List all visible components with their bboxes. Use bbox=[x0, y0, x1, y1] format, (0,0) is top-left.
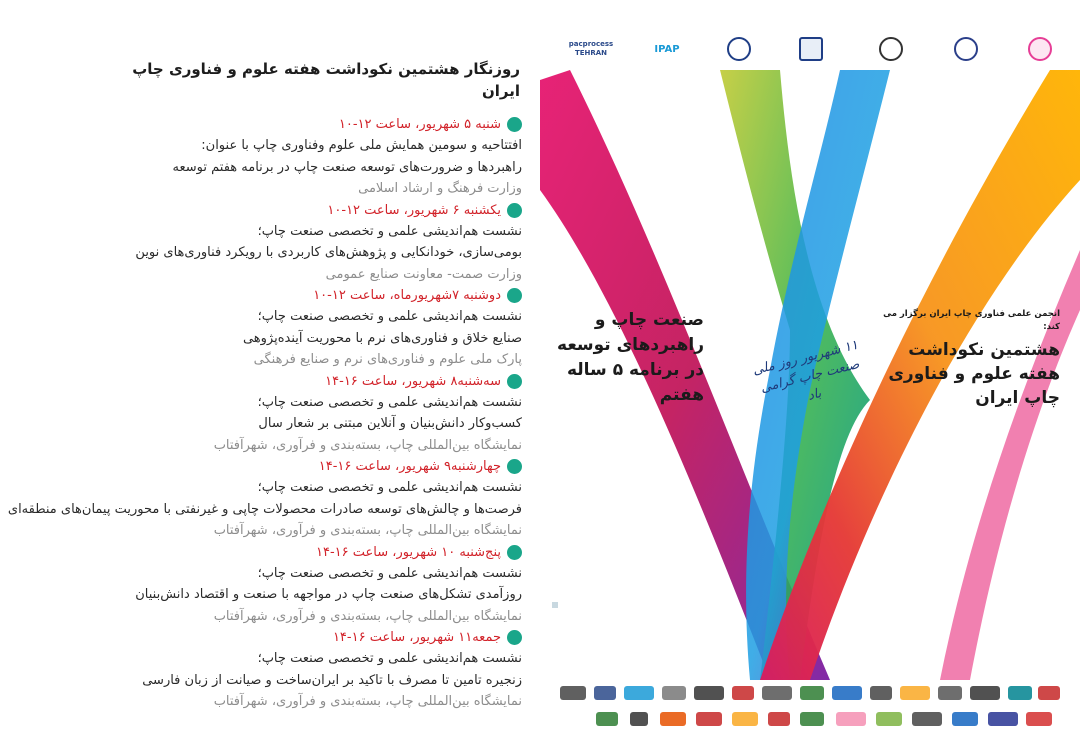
sponsor-logo bbox=[624, 686, 654, 700]
day-header bbox=[96, 200, 522, 221]
sponsor-logo bbox=[952, 712, 978, 726]
host-organization: وزارت فرهنگ و ارشاد اسلامی bbox=[358, 181, 522, 196]
schedule-day bbox=[96, 371, 522, 457]
bullet-icon bbox=[507, 374, 522, 389]
schedule-day bbox=[96, 542, 522, 628]
sponsor-logo bbox=[630, 712, 648, 726]
sponsor-logo bbox=[596, 712, 618, 726]
day-date: یکشنبه ۶ شهریور، ساعت ۱۲-۱۰ bbox=[327, 202, 501, 218]
sponsor-logo bbox=[594, 686, 616, 700]
iran-emblem-logo bbox=[876, 32, 906, 66]
day-header bbox=[96, 371, 522, 392]
poster-left-title: صنعت چاپ و راهبردهای توسعه در برنامه ۵ ساله هفتم bbox=[557, 310, 704, 405]
host-organization: پارک ملی علوم و فناوری‌های نرم و صنایع فرهنگی bbox=[253, 352, 522, 367]
sponsor-logo bbox=[560, 686, 586, 700]
poster-title-block bbox=[882, 308, 1060, 410]
sponsor-logo bbox=[900, 686, 930, 700]
square-emblem-icon bbox=[799, 37, 823, 61]
poster-main-title: هشتمین نکوداشت هفته علوم و فناوری چاپ ایران bbox=[888, 340, 1060, 408]
bullet-icon bbox=[507, 630, 522, 645]
ministry-emblem-icon bbox=[954, 37, 978, 61]
sponsor-logo bbox=[1038, 686, 1060, 700]
bullet-icon bbox=[507, 459, 522, 474]
pacprocess-logo: pacprocess TEHRAN bbox=[568, 40, 614, 57]
association-emblem-icon bbox=[1028, 37, 1052, 61]
schedule-panel bbox=[7, 58, 522, 709]
schedule-day bbox=[96, 627, 522, 713]
session-line: زنجیره تامین تا مصرف با تاکید بر ایران‌ساخت و صیانت از زبان فارسی bbox=[142, 672, 522, 688]
bullet-icon bbox=[507, 117, 522, 132]
sponsor-logo bbox=[832, 686, 862, 700]
sponsor-logo bbox=[768, 712, 790, 726]
day-date: دوشنبه ۷شهریورماه، ساعت ۱۲-۱۰ bbox=[313, 288, 501, 303]
host-organization: نمایشگاه بین‌المللی چاپ، بسته‌بندی و فرآوری، شهرآفتاب bbox=[213, 437, 522, 453]
ministry-logo bbox=[948, 32, 984, 66]
sponsor-logo bbox=[732, 686, 754, 700]
poster bbox=[540, 12, 1080, 742]
sponsor-logo bbox=[970, 686, 1000, 700]
day-date: سه‌شنبه۸ شهریور، ساعت ۱۶-۱۴ bbox=[325, 373, 501, 389]
session-line: صنایع خلاق و فناوری‌های نرم با محوریت آینده‌پژوهی bbox=[242, 330, 522, 346]
session-line: کسب‌وکار دانش‌بنیان و آنلاین مبتنی بر شعار سال bbox=[258, 416, 522, 431]
session-line: بومی‌سازی، خودانکایی و پژوهش‌های کاربردی با رویکرد فناوری‌های نوین bbox=[135, 245, 522, 260]
circle-emblem-icon bbox=[727, 37, 751, 61]
sponsor-logo bbox=[836, 712, 866, 726]
ipap-logo: IPAP bbox=[654, 43, 680, 55]
day-header bbox=[96, 285, 522, 306]
sponsor-logo bbox=[662, 686, 686, 700]
session-line: نشست هم‌اندیشی علمی و تخصصی صنعت چاپ؛ bbox=[257, 480, 522, 495]
sponsor-logo bbox=[800, 712, 824, 726]
sponsor-logo bbox=[696, 712, 722, 726]
schedule-title: روزنگار هشتمین نکوداشت هفته علوم و فناوری چاپ ایران bbox=[132, 60, 520, 100]
day-header bbox=[96, 627, 522, 648]
sponsor-logo bbox=[876, 712, 902, 726]
schedule-day bbox=[7, 456, 522, 542]
grid-icon bbox=[552, 602, 558, 608]
session-line: افتتاحیه و سومین همایش ملی علوم وفناوری چاپ با عنوان: bbox=[201, 138, 522, 153]
day-date: جمعه۱۱ شهریور، ساعت ۱۶-۱۴ bbox=[332, 630, 501, 645]
sponsor-logo bbox=[1026, 712, 1052, 726]
session-line: نشست هم‌اندیشی علمی و تخصصی صنعت چاپ؛ bbox=[257, 223, 522, 239]
session-line: نشست هم‌اندیشی علمی و تخصصی صنعت چاپ؛ bbox=[257, 394, 522, 410]
sponsor-logo bbox=[660, 712, 686, 726]
schedule-day bbox=[96, 114, 522, 200]
association-logo bbox=[1024, 32, 1056, 66]
session-line: فرصت‌ها و چالش‌های توسعه صادرات محصولات چاپی و غیرنفتی با محوریت پیمان‌های منطقه‌ای bbox=[7, 501, 522, 517]
sponsor-logo bbox=[870, 686, 892, 700]
organizer-line: انجمن علمی فناوری چاپ ایران برگزار می کند: bbox=[883, 309, 1060, 332]
day-header bbox=[96, 456, 522, 477]
host-organization: نمایشگاه بین‌المللی چاپ، بسته‌بندی و فرآوری، شهرآفتاب bbox=[213, 694, 522, 709]
host-organization: وزارت صمت- معاونت صنایع عمومی bbox=[325, 266, 522, 282]
sponsor-logo bbox=[800, 686, 824, 700]
host-organization: نمایشگاه بین‌المللی چاپ، بسته‌بندی و فرآوری، شهرآفتاب bbox=[213, 523, 522, 538]
session-line: نشست هم‌اندیشی علمی و تخصصی صنعت چاپ؛ bbox=[257, 565, 522, 581]
poster-center-note: ۱۱ شهریور روز ملی صنعت چاپ گرامی باد bbox=[751, 337, 861, 404]
day-header bbox=[96, 114, 522, 135]
emblem-logo-1 bbox=[724, 32, 754, 66]
day-date: شنبه ۵ شهریور، ساعت ۱۲-۱۰ bbox=[338, 117, 501, 132]
sponsor-logos bbox=[560, 680, 1060, 736]
sponsor-logo bbox=[694, 686, 724, 700]
schedule-days bbox=[7, 114, 522, 713]
sponsor-logo bbox=[938, 686, 962, 700]
host-organization: نمایشگاه بین‌المللی چاپ، بسته‌بندی و فرآوری، شهرآفتاب bbox=[213, 608, 522, 624]
day-date: پنج‌شنبه ۱۰ شهریور، ساعت ۱۶-۱۴ bbox=[315, 544, 501, 560]
sponsor-logo bbox=[762, 686, 792, 700]
sponsor-logo bbox=[988, 712, 1018, 726]
schedule-day bbox=[96, 285, 522, 371]
sponsor-logo bbox=[1008, 686, 1032, 700]
session-line: نشست هم‌اندیشی علمی و تخصصی صنعت چاپ؛ bbox=[257, 309, 522, 324]
day-date: چهارشنبه۹ شهریور، ساعت ۱۶-۱۴ bbox=[318, 459, 501, 474]
sponsor-logo bbox=[912, 712, 942, 726]
top-logos bbox=[540, 12, 1080, 72]
day-header bbox=[96, 542, 522, 563]
bullet-icon bbox=[507, 288, 522, 303]
session-line: راهبردها و ضرورت‌های توسعه صنعت چاپ در برنامه هفتم توسعه bbox=[172, 159, 522, 175]
session-line: روزآمدی تشکل‌های صنعت چاپ در مواجهه با صنعت و اقتصاد دانش‌بنیان bbox=[135, 587, 522, 602]
schedule-day bbox=[96, 200, 522, 286]
session-line: نشست هم‌اندیشی علمی و تخصصی صنعت چاپ؛ bbox=[257, 651, 522, 666]
bullet-icon bbox=[507, 545, 522, 560]
bullet-icon bbox=[507, 203, 522, 218]
sponsor-logo bbox=[732, 712, 758, 726]
emblem-logo-2 bbox=[796, 32, 826, 66]
iran-emblem-icon bbox=[879, 37, 903, 61]
